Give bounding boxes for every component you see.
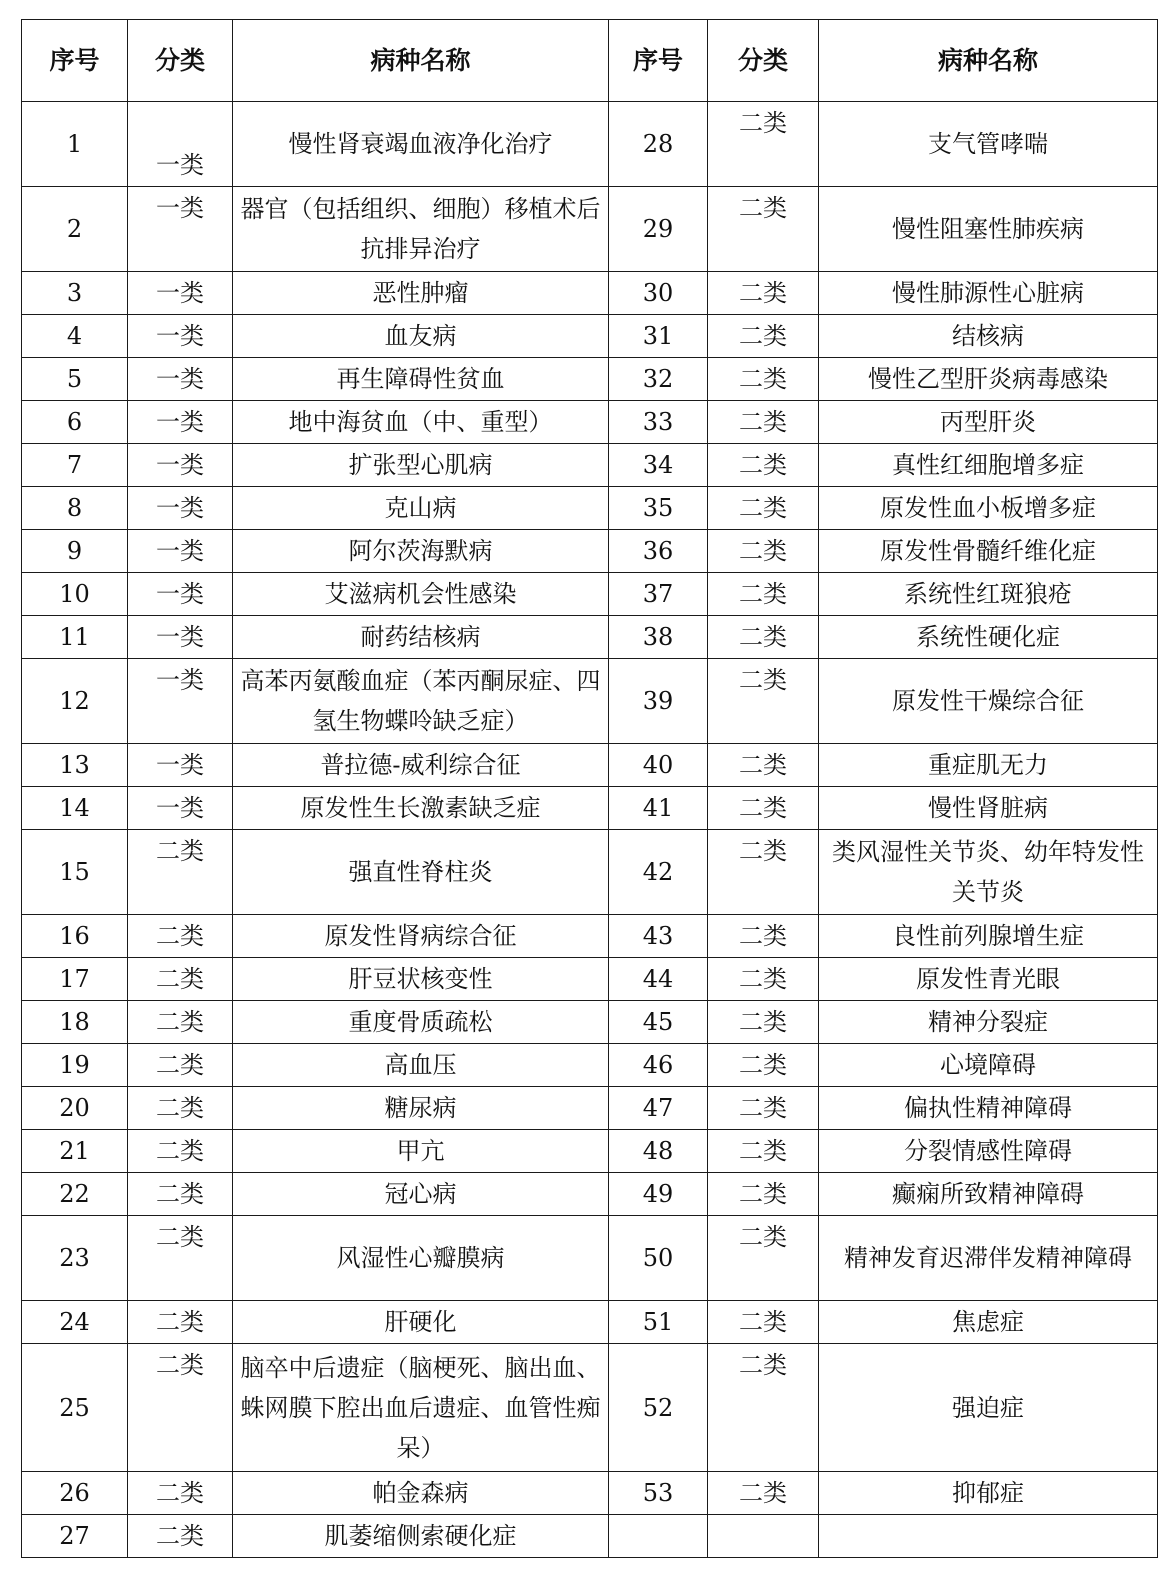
table-row xyxy=(22,915,1158,958)
category-left-cell: 一类 xyxy=(128,315,233,358)
disease-table xyxy=(21,19,1158,1558)
category-left-cell: 二类 xyxy=(128,1301,233,1344)
seq-left-cell: 8 xyxy=(22,487,128,530)
seq-left-cell: 14 xyxy=(22,787,128,830)
table-row xyxy=(22,272,1158,315)
seq-right-cell: 51 xyxy=(609,1301,708,1344)
seq-left-cell: 20 xyxy=(22,1087,128,1130)
table-body xyxy=(22,102,1158,1558)
category-right-cell: 二类 xyxy=(708,1001,819,1044)
category-right-cell: 二类 xyxy=(708,830,819,915)
table-row xyxy=(22,787,1158,830)
seq-left-cell: 19 xyxy=(22,1044,128,1087)
category-left-cell: 一类 xyxy=(128,744,233,787)
disease-name-left-cell: 肝硬化 xyxy=(233,1301,609,1344)
seq-right-cell: 50 xyxy=(609,1216,708,1301)
disease-name-right-cell: 癫痫所致精神障碍 xyxy=(819,1173,1158,1216)
category-left-cell: 二类 xyxy=(128,958,233,1001)
disease-name-right-cell: 精神发育迟滞伴发精神障碍 xyxy=(819,1216,1158,1301)
category-left-cell: 二类 xyxy=(128,915,233,958)
seq-right-cell: 40 xyxy=(609,744,708,787)
seq-right-cell: 46 xyxy=(609,1044,708,1087)
disease-name-left-cell: 阿尔茨海默病 xyxy=(233,530,609,573)
seq-left-cell: 27 xyxy=(22,1515,128,1558)
header-row xyxy=(22,20,1158,102)
table-row xyxy=(22,315,1158,358)
disease-name-right-cell: 原发性血小板增多症 xyxy=(819,487,1158,530)
disease-name-left-cell: 地中海贫血（中、重型） xyxy=(233,401,609,444)
table-row xyxy=(22,401,1158,444)
table-row xyxy=(22,1301,1158,1344)
seq-left-cell: 24 xyxy=(22,1301,128,1344)
seq-left-cell: 22 xyxy=(22,1173,128,1216)
disease-name-left-cell: 帕金森病 xyxy=(233,1472,609,1515)
category-right-cell: 二类 xyxy=(708,102,819,187)
disease-name-right-cell: 系统性硬化症 xyxy=(819,616,1158,659)
table-row xyxy=(22,573,1158,616)
seq-right-cell: 48 xyxy=(609,1130,708,1173)
category-left-cell: 二类 xyxy=(128,1130,233,1173)
seq-right-cell: 52 xyxy=(609,1344,708,1472)
disease-name-right-cell: 丙型肝炎 xyxy=(819,401,1158,444)
category-left-cell: 二类 xyxy=(128,830,233,915)
disease-name-right-cell: 强迫症 xyxy=(819,1344,1158,1472)
disease-name-right-cell: 原发性干燥综合征 xyxy=(819,659,1158,744)
seq-left-cell: 11 xyxy=(22,616,128,659)
category-right-cell: 二类 xyxy=(708,1087,819,1130)
disease-name-left-cell: 再生障碍性贫血 xyxy=(233,358,609,401)
seq-right-cell xyxy=(609,1515,708,1558)
header-seq-right: 序号 xyxy=(609,20,708,102)
disease-name-left-cell: 肌萎缩侧索硬化症 xyxy=(233,1515,609,1558)
category-left-cell: 一类 xyxy=(128,616,233,659)
disease-name-left-cell: 原发性肾病综合征 xyxy=(233,915,609,958)
disease-name-right-cell: 焦虑症 xyxy=(819,1301,1158,1344)
category-right-cell: 二类 xyxy=(708,444,819,487)
seq-right-cell: 39 xyxy=(609,659,708,744)
seq-left-cell: 12 xyxy=(22,659,128,744)
disease-name-right-cell: 慢性肾脏病 xyxy=(819,787,1158,830)
category-right-cell: 二类 xyxy=(708,958,819,1001)
category-right-cell: 二类 xyxy=(708,1173,819,1216)
category-right-cell: 二类 xyxy=(708,187,819,272)
category-right-cell: 二类 xyxy=(708,1216,819,1301)
category-right-cell: 二类 xyxy=(708,616,819,659)
category-right-cell: 二类 xyxy=(708,1344,819,1472)
disease-name-right-cell: 原发性青光眼 xyxy=(819,958,1158,1001)
category-left-cell: 二类 xyxy=(128,1515,233,1558)
category-right-cell: 二类 xyxy=(708,1130,819,1173)
header-disease-name-right: 病种名称 xyxy=(819,20,1158,102)
category-right-cell: 二类 xyxy=(708,915,819,958)
disease-name-left-cell: 肝豆状核变性 xyxy=(233,958,609,1001)
disease-name-left-cell: 耐药结核病 xyxy=(233,616,609,659)
category-left-cell: 一类 xyxy=(128,659,233,744)
disease-name-right-cell: 慢性乙型肝炎病毒感染 xyxy=(819,358,1158,401)
category-left-cell: 一类 xyxy=(128,530,233,573)
table-row xyxy=(22,1515,1158,1558)
category-left-cell: 一类 xyxy=(128,573,233,616)
category-left-cell: 二类 xyxy=(128,1001,233,1044)
seq-right-cell: 49 xyxy=(609,1173,708,1216)
disease-name-right-cell: 抑郁症 xyxy=(819,1472,1158,1515)
disease-name-left-cell: 血友病 xyxy=(233,315,609,358)
category-left-cell: 二类 xyxy=(128,1087,233,1130)
seq-right-cell: 29 xyxy=(609,187,708,272)
table-row xyxy=(22,358,1158,401)
seq-right-cell: 42 xyxy=(609,830,708,915)
seq-right-cell: 35 xyxy=(609,487,708,530)
category-left-cell: 一类 xyxy=(128,444,233,487)
seq-right-cell: 28 xyxy=(609,102,708,187)
seq-right-cell: 36 xyxy=(609,530,708,573)
seq-left-cell: 23 xyxy=(22,1216,128,1301)
category-left-cell: 二类 xyxy=(128,1044,233,1087)
category-left-cell: 二类 xyxy=(128,1344,233,1472)
disease-name-left-cell: 普拉德-威利综合征 xyxy=(233,744,609,787)
category-right-cell: 二类 xyxy=(708,787,819,830)
seq-left-cell: 26 xyxy=(22,1472,128,1515)
category-right-cell: 二类 xyxy=(708,272,819,315)
category-right-cell: 二类 xyxy=(708,1472,819,1515)
disease-name-left-cell: 高血压 xyxy=(233,1044,609,1087)
category-left-cell: 一类 xyxy=(128,487,233,530)
seq-right-cell: 43 xyxy=(609,915,708,958)
category-right-cell: 二类 xyxy=(708,1301,819,1344)
seq-left-cell: 25 xyxy=(22,1344,128,1472)
disease-name-right-cell: 重症肌无力 xyxy=(819,744,1158,787)
category-right-cell: 二类 xyxy=(708,401,819,444)
category-left-cell: 一类 xyxy=(128,358,233,401)
disease-name-left-cell: 高苯丙氨酸血症（苯丙酮尿症、四氢生物蝶呤缺乏症） xyxy=(233,659,609,744)
disease-name-left-cell: 甲亢 xyxy=(233,1130,609,1173)
seq-right-cell: 44 xyxy=(609,958,708,1001)
disease-name-left-cell: 风湿性心瓣膜病 xyxy=(233,1216,609,1301)
seq-left-cell: 2 xyxy=(22,187,128,272)
seq-left-cell: 4 xyxy=(22,315,128,358)
seq-left-cell: 1 xyxy=(22,102,128,187)
seq-left-cell: 17 xyxy=(22,958,128,1001)
table-row xyxy=(22,958,1158,1001)
header-category-left: 分类 xyxy=(128,20,233,102)
disease-name-right-cell: 结核病 xyxy=(819,315,1158,358)
seq-right-cell: 31 xyxy=(609,315,708,358)
category-right-cell: 二类 xyxy=(708,573,819,616)
category-left-cell: 二类 xyxy=(128,1173,233,1216)
table-row xyxy=(22,1044,1158,1087)
table-row xyxy=(22,1173,1158,1216)
disease-name-right-cell: 慢性肺源性心脏病 xyxy=(819,272,1158,315)
disease-name-left-cell: 脑卒中后遗症（脑梗死、脑出血、蛛网膜下腔出血后遗症、血管性痴呆） xyxy=(233,1344,609,1472)
disease-name-right-cell: 良性前列腺增生症 xyxy=(819,915,1158,958)
table-row xyxy=(22,444,1158,487)
seq-right-cell: 38 xyxy=(609,616,708,659)
seq-right-cell: 34 xyxy=(609,444,708,487)
disease-name-right-cell: 类风湿性关节炎、幼年特发性关节炎 xyxy=(819,830,1158,915)
disease-name-left-cell: 扩张型心肌病 xyxy=(233,444,609,487)
seq-left-cell: 21 xyxy=(22,1130,128,1173)
header-seq-left: 序号 xyxy=(22,20,128,102)
disease-name-left-cell: 重度骨质疏松 xyxy=(233,1001,609,1044)
seq-right-cell: 30 xyxy=(609,272,708,315)
table-row xyxy=(22,830,1158,915)
table-row xyxy=(22,487,1158,530)
seq-left-cell: 5 xyxy=(22,358,128,401)
category-left-cell: 二类 xyxy=(128,1472,233,1515)
disease-name-left-cell: 糖尿病 xyxy=(233,1087,609,1130)
seq-right-cell: 37 xyxy=(609,573,708,616)
category-left-cell: 二类 xyxy=(128,1216,233,1301)
seq-left-cell: 6 xyxy=(22,401,128,444)
seq-left-cell: 9 xyxy=(22,530,128,573)
disease-name-right-cell: 心境障碍 xyxy=(819,1044,1158,1087)
table-row xyxy=(22,1216,1158,1301)
table-row xyxy=(22,1472,1158,1515)
table-row xyxy=(22,187,1158,272)
category-left-cell: 一类 xyxy=(128,401,233,444)
table-row xyxy=(22,1087,1158,1130)
disease-name-right-cell: 原发性骨髓纤维化症 xyxy=(819,530,1158,573)
seq-right-cell: 33 xyxy=(609,401,708,444)
seq-right-cell: 53 xyxy=(609,1472,708,1515)
seq-left-cell: 15 xyxy=(22,830,128,915)
table-row xyxy=(22,1130,1158,1173)
disease-name-left-cell: 艾滋病机会性感染 xyxy=(233,573,609,616)
disease-name-right-cell: 支气管哮喘 xyxy=(819,102,1158,187)
disease-name-right-cell: 系统性红斑狼疮 xyxy=(819,573,1158,616)
seq-left-cell: 3 xyxy=(22,272,128,315)
disease-name-left-cell: 器官（包括组织、细胞）移植术后抗排异治疗 xyxy=(233,187,609,272)
table-row xyxy=(22,616,1158,659)
seq-right-cell: 47 xyxy=(609,1087,708,1130)
table-row xyxy=(22,1344,1158,1472)
table-row xyxy=(22,659,1158,744)
category-right-cell: 二类 xyxy=(708,487,819,530)
disease-name-left-cell: 克山病 xyxy=(233,487,609,530)
seq-left-cell: 10 xyxy=(22,573,128,616)
category-left-cell: 一类 xyxy=(128,787,233,830)
category-left-cell: 一类 xyxy=(128,272,233,315)
seq-left-cell: 18 xyxy=(22,1001,128,1044)
table-row xyxy=(22,1001,1158,1044)
disease-name-left-cell: 慢性肾衰竭血液净化治疗 xyxy=(233,102,609,187)
disease-name-right-cell: 精神分裂症 xyxy=(819,1001,1158,1044)
category-left-cell: 一类 xyxy=(128,102,233,187)
seq-right-cell: 32 xyxy=(609,358,708,401)
header-category-right: 分类 xyxy=(708,20,819,102)
seq-left-cell: 13 xyxy=(22,744,128,787)
category-right-cell: 二类 xyxy=(708,315,819,358)
header-disease-name-left: 病种名称 xyxy=(233,20,609,102)
disease-name-right-cell: 真性红细胞增多症 xyxy=(819,444,1158,487)
disease-name-right-cell: 慢性阻塞性肺疾病 xyxy=(819,187,1158,272)
seq-right-cell: 41 xyxy=(609,787,708,830)
table-row xyxy=(22,102,1158,187)
category-right-cell xyxy=(708,1515,819,1558)
disease-name-right-cell: 偏执性精神障碍 xyxy=(819,1087,1158,1130)
seq-left-cell: 16 xyxy=(22,915,128,958)
disease-name-right-cell: 分裂情感性障碍 xyxy=(819,1130,1158,1173)
seq-right-cell: 45 xyxy=(609,1001,708,1044)
table-row xyxy=(22,744,1158,787)
disease-name-left-cell: 原发性生长激素缺乏症 xyxy=(233,787,609,830)
disease-name-right-cell xyxy=(819,1515,1158,1558)
disease-name-left-cell: 冠心病 xyxy=(233,1173,609,1216)
category-right-cell: 二类 xyxy=(708,744,819,787)
category-right-cell: 二类 xyxy=(708,1044,819,1087)
seq-left-cell: 7 xyxy=(22,444,128,487)
disease-name-left-cell: 强直性脊柱炎 xyxy=(233,830,609,915)
category-right-cell: 二类 xyxy=(708,659,819,744)
table-row xyxy=(22,530,1158,573)
category-left-cell: 一类 xyxy=(128,187,233,272)
category-right-cell: 二类 xyxy=(708,530,819,573)
disease-name-left-cell: 恶性肿瘤 xyxy=(233,272,609,315)
category-right-cell: 二类 xyxy=(708,358,819,401)
